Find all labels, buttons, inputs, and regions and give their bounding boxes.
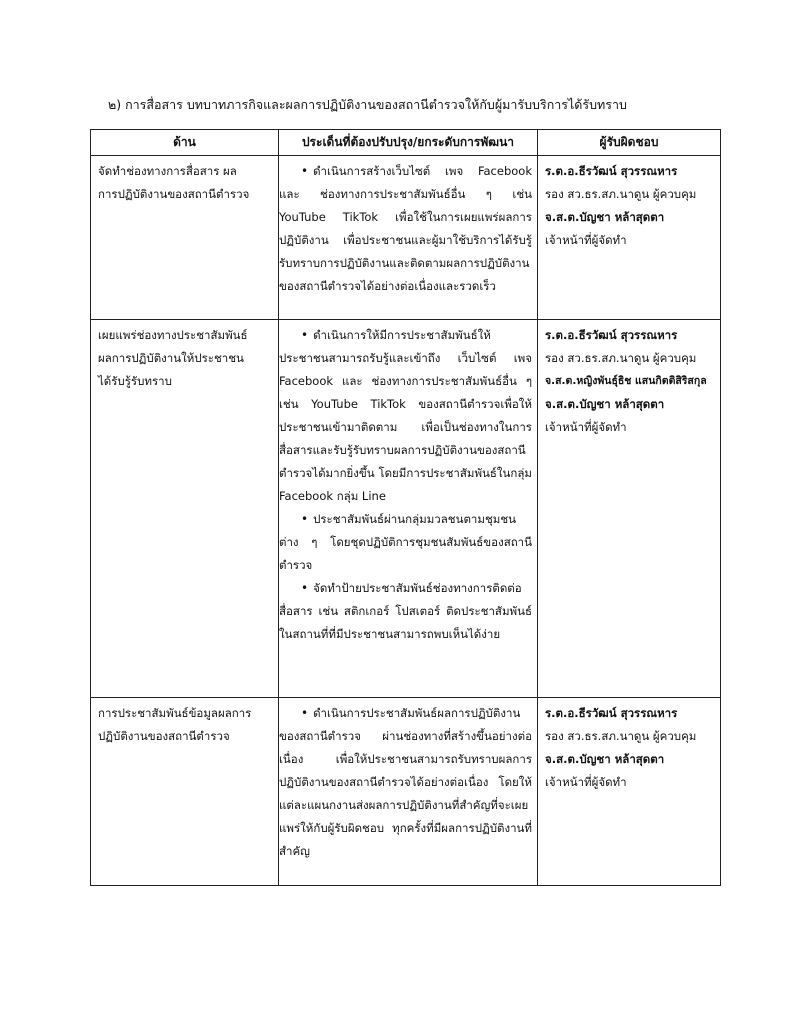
aspect-line: การประชาสัมพันธ์ข้อมูลผลการ	[98, 706, 252, 720]
table-row	[91, 156, 721, 320]
bullet-text: ประชาสัมพันธ์ผ่านกลุ่มมวลชนตามชุมชนต่าง ๆ โดยชุดปฏิบัติการชุมชนสัมพันธ์ของสถานีตำรวจ	[279, 512, 532, 572]
table-row	[91, 698, 721, 886]
aspect-line: ปฏิบัติงานของสถานีตำรวจ	[98, 729, 230, 743]
table-row	[91, 320, 721, 698]
bullet-item	[279, 160, 532, 298]
aspect-cell	[91, 698, 279, 886]
responsible-cell	[538, 698, 721, 886]
plan-table	[90, 129, 721, 886]
responsible-line: ร.ต.อ.ธีรวัฒน์ สุวรรณหาร	[545, 164, 678, 178]
responsible-line: รอง สว.ธร.สภ.นาดูน ผู้ควบคุม	[545, 351, 697, 365]
section-heading: ๒) การสื่อสาร บทบาทภารกิจและผลการปฏิบัติงานของสถานีตำรวจให้กับผู้มารับบริการได้รับทราบ	[108, 97, 627, 112]
issues-cell	[279, 698, 538, 886]
responsible-line: จ.ส.ต.บัญชา หล้าสุดตา	[545, 752, 665, 766]
responsible-line: รอง สว.ธร.สภ.นาดูน ผู้ควบคุม	[545, 187, 697, 201]
responsible-line: ร.ต.อ.ธีรวัฒน์ สุวรรณหาร	[545, 706, 678, 720]
responsible-line: จ.ส.ต.หญิงพันธุ์ธิช แสนกิตติสิริสกุล	[545, 375, 707, 387]
bullet-text: ดำเนินการประชาสัมพันธ์ผลการปฏิบัติงานของสถานีตำรวจ ผ่านช่องทางที่สร้างขึ้นอย่างต่อเนื่อง เพื่อให้ประชาชนสามารถรับทราบผลการปฏิบัติงานของสถานีตำรวจได้อย่างต่อเนื่อง โดยให้แต่ละแผนกงานส่งผลการปฏิบัติงานที่สำคัญที่จะเผยแพร่ให้กับผู้รับผิดชอบ ทุกครั้งที่มีผลการปฏิบัติงานที่สำคัญ	[279, 706, 532, 858]
aspect-cell	[91, 320, 279, 698]
bullet-text: ดำเนินการสร้างเว็บไซต์ เพจ Facebook และ ช่องทางการประชาสัมพันธ์อื่น ๆ เช่น YouTube TikTok เพื่อใช้ในการเผยแพร่ผลการปฏิบัติงาน เพื่อประชาชนและผู้มาใช้บริการได้รับรู้รับทราบการปฏิบัติงานและติดตามผลการปฏิบัติงานของสถานีตำรวจได้อย่างต่อเนื่องและรวดเร็ว	[279, 164, 532, 293]
responsible-cell	[538, 320, 721, 698]
responsible-line: รอง สว.ธร.สภ.นาดูน ผู้ควบคุม	[545, 729, 697, 743]
bullet-item	[279, 577, 532, 646]
bullet-icon: •	[301, 164, 309, 178]
responsible-line: จ.ส.ต.บัญชา หล้าสุดตา	[545, 397, 665, 411]
issues-cell	[279, 156, 538, 320]
bullet-text: ดำเนินการให้มีการประชาสัมพันธ์ให้ประชาชนสามารถรับรู้และเข้าถึง เว็บไซต์ เพจ Facebook และ ช่องทางการประชาสัมพันธ์อื่น ๆ เช่น YouTube TikTok ของสถานีตำรวจเพื่อให้ประชาชนเข้ามาติดตาม เพื่อเป็นช่องทางในการสื่อสารและรับรู้รับทราบผลการปฏิบัติงานของสถานีตำรวจได้มากยิ่งขึ้น โดยมีการประชาสัมพันธ์ในกลุ่ม Facebook กลุ่ม Line	[279, 328, 532, 503]
responsible-line: เจ้าหน้าที่ผู้จัดทำ	[545, 775, 627, 789]
aspect-line: ผลการปฏิบัติงานให้ประชาชน	[98, 351, 244, 365]
table-header-row	[91, 130, 721, 156]
header-aspect: ด้าน	[91, 130, 279, 156]
bullet-item	[279, 702, 532, 863]
aspect-line: เผยแพร่ช่องทางประชาสัมพันธ์	[98, 328, 248, 342]
bullet-item	[279, 324, 532, 508]
bullet-item	[279, 508, 532, 577]
header-responsible: ผู้รับผิดชอบ	[538, 130, 721, 156]
responsible-line: เจ้าหน้าที่ผู้จัดทำ	[545, 233, 627, 247]
responsible-line: ร.ต.อ.ธีรวัฒน์ สุวรรณหาร	[545, 328, 678, 342]
responsible-line: เจ้าหน้าที่ผู้จัดทำ	[545, 420, 627, 434]
bullet-icon: •	[301, 512, 309, 526]
bullet-icon: •	[301, 581, 309, 595]
header-issues: ประเด็นที่ต้องปรับปรุง/ยกระดับการพัฒนา	[279, 130, 538, 156]
aspect-cell	[91, 156, 279, 320]
aspect-line: ได้รับรู้รับทราบ	[98, 374, 172, 388]
responsible-line: จ.ส.ต.บัญชา หล้าสุดตา	[545, 210, 665, 224]
bullet-text: จัดทำป้ายประชาสัมพันธ์ช่องทางการติดต่อสื่อสาร เช่น สติกเกอร์ โปสเตอร์ ติดประชาสัมพันธ์ ในสถานที่ที่มีประชาชนสามารถพบเห็นได้ง่าย	[279, 581, 532, 641]
responsible-cell	[538, 156, 721, 320]
aspect-line: จัดทำช่องทางการสื่อสาร ผล	[98, 164, 237, 178]
aspect-line: การปฏิบัติงานของสถานีตำรวจ	[98, 187, 250, 201]
issues-cell	[279, 320, 538, 698]
bullet-icon: •	[301, 706, 309, 720]
bullet-icon: •	[301, 328, 309, 342]
